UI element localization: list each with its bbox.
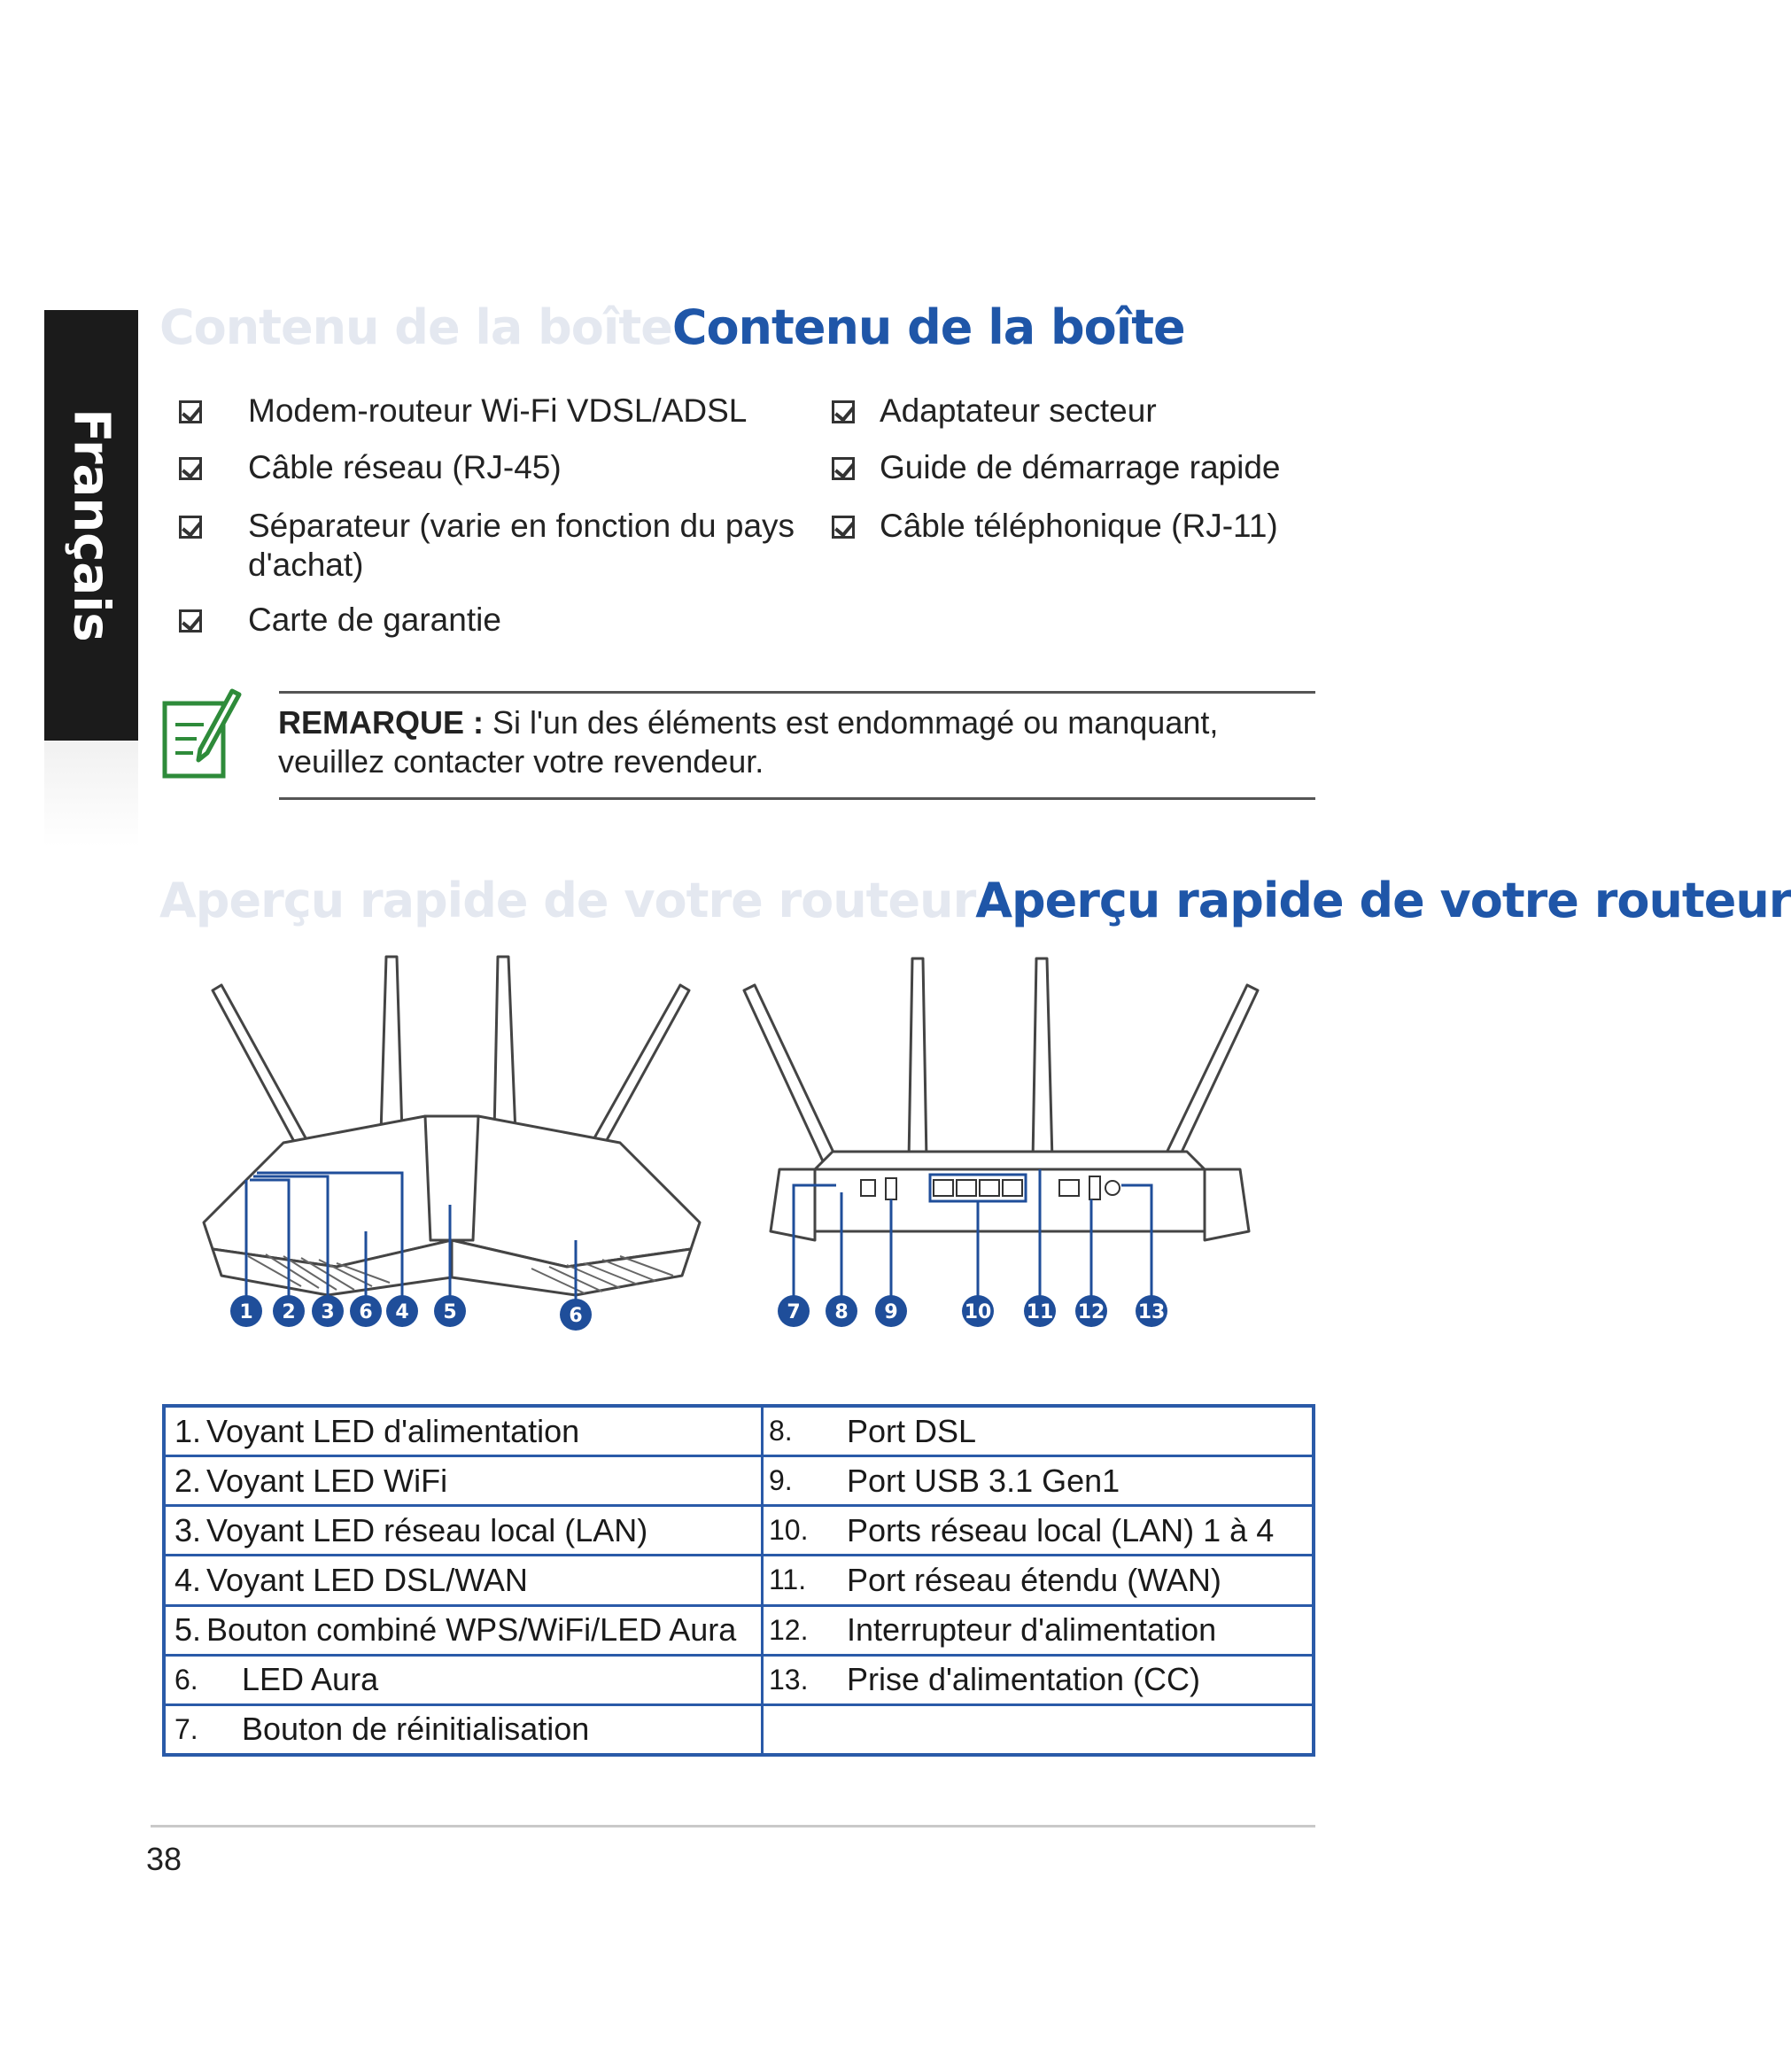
callout-badge	[312, 1295, 344, 1327]
callout-label: 8	[834, 1301, 849, 1323]
left-cell	[164, 1655, 763, 1704]
table-row	[164, 1406, 1314, 1456]
callout-label: 9	[884, 1301, 898, 1323]
callout-label: 6	[569, 1305, 583, 1327]
item-number: 13.	[769, 1663, 809, 1696]
language-tab	[44, 310, 138, 741]
front-callouts	[230, 1295, 592, 1331]
callout-badge	[875, 1295, 907, 1327]
item-label: Bouton combiné WPS/WiFi/LED Aura	[206, 1611, 737, 1649]
item-number: 9.	[769, 1464, 793, 1497]
footer-rule	[151, 1825, 1315, 1828]
item-number: 4.	[174, 1561, 202, 1598]
table-row	[164, 1556, 1314, 1605]
language-tab-shadow	[44, 741, 138, 847]
item-label: Voyant LED d'alimentation	[206, 1412, 580, 1449]
item-number: 6.	[174, 1663, 198, 1696]
callout-label: 1	[239, 1301, 253, 1323]
item-number: 12.	[769, 1613, 809, 1646]
callout-label: 12	[1077, 1301, 1105, 1323]
note-text	[278, 703, 1314, 781]
router-front-illustration	[195, 948, 709, 1346]
checkbox-icon	[832, 400, 855, 423]
list-item: Guide de démarrage rapide	[880, 449, 1281, 485]
router-overview-heading	[159, 873, 1791, 928]
callout-label: 11	[1026, 1301, 1054, 1323]
list-item: Carte de garantie	[248, 601, 501, 638]
callout-badge	[434, 1295, 466, 1327]
note-top-rule	[279, 691, 1315, 694]
callout-badge	[1024, 1295, 1056, 1327]
list-item: Adaptateur secteur	[880, 392, 1157, 429]
callout-label: 4	[395, 1301, 409, 1323]
callout-label: 7	[787, 1301, 801, 1323]
checkbox-icon	[179, 400, 202, 423]
callout-badge	[273, 1295, 305, 1327]
router-overview-ghost-title: Aperçu rapide de votre routeur	[159, 873, 976, 928]
left-cell	[164, 1406, 763, 1456]
router-overview-title: Aperçu rapide de votre routeur	[975, 873, 1791, 928]
callout-label: 2	[282, 1301, 296, 1323]
router-rear-illustration	[744, 948, 1275, 1346]
item-number: 5.	[174, 1611, 202, 1649]
left-cell	[164, 1456, 763, 1506]
item-label: Voyant LED DSL/WAN	[206, 1561, 528, 1598]
left-cell	[164, 1506, 763, 1556]
table-row	[164, 1605, 1314, 1655]
callout-badge	[778, 1295, 810, 1327]
checkbox-icon	[179, 457, 202, 480]
callout-badge	[350, 1295, 382, 1327]
right-cell	[763, 1655, 1314, 1704]
checkbox-icon	[832, 516, 855, 539]
note-bottom-rule	[279, 797, 1315, 800]
right-cell	[763, 1406, 1314, 1456]
page-number: 38	[146, 1841, 182, 1877]
box-contents-heading	[159, 299, 1185, 355]
left-cell	[164, 1704, 763, 1755]
item-label: Bouton de réinitialisation	[242, 1711, 590, 1748]
item-number: 8.	[769, 1415, 793, 1447]
callout-badge	[230, 1295, 262, 1327]
right-cell	[763, 1506, 1314, 1556]
left-cell	[164, 1556, 763, 1605]
item-number: 7.	[174, 1712, 198, 1745]
left-cell	[164, 1605, 763, 1655]
callout-label: 10	[964, 1301, 992, 1323]
item-label: Interrupteur d'alimentation	[847, 1611, 1217, 1649]
right-cell	[763, 1556, 1314, 1605]
callout-label: 5	[443, 1301, 457, 1323]
right-cell	[763, 1704, 1314, 1755]
callout-badge	[560, 1299, 592, 1331]
item-number: 1.	[174, 1412, 202, 1449]
item-label: Prise d'alimentation (CC)	[847, 1661, 1201, 1698]
right-cell	[763, 1605, 1314, 1655]
note-label: REMARQUE :	[278, 704, 484, 741]
item-label: Voyant LED WiFi	[206, 1462, 448, 1499]
rear-antennas	[744, 958, 1258, 1175]
box-contents-ghost-title: Contenu de la boîte	[159, 299, 672, 355]
list-item: Câble réseau (RJ-45)	[248, 449, 562, 485]
item-label: LED Aura	[242, 1661, 379, 1698]
checkbox-icon	[179, 516, 202, 539]
note-pencil-icon	[158, 689, 246, 782]
callout-label: 13	[1137, 1301, 1166, 1323]
list-item: Séparateur (varie en fonction du pays d'achat)	[248, 508, 795, 583]
item-number: 2.	[174, 1462, 202, 1499]
component-legend-body	[164, 1406, 1314, 1755]
callout-badge	[386, 1295, 418, 1327]
callout-label: 3	[321, 1301, 335, 1323]
callout-badge	[962, 1295, 994, 1327]
item-label: Port réseau étendu (WAN)	[847, 1561, 1221, 1598]
component-legend-table	[162, 1404, 1315, 1757]
item-label: Port USB 3.1 Gen1	[847, 1462, 1120, 1499]
callout-badge	[1136, 1295, 1167, 1327]
right-cell	[763, 1456, 1314, 1506]
list-item: Câble téléphonique (RJ-11)	[880, 508, 1278, 544]
item-number: 3.	[174, 1511, 202, 1548]
checkbox-icon	[179, 609, 202, 632]
table-row	[164, 1506, 1314, 1556]
language-tab-label: Français	[62, 408, 120, 642]
box-contents-title: Contenu de la boîte	[671, 299, 1185, 355]
item-label: Ports réseau local (LAN) 1 à 4	[847, 1511, 1275, 1548]
rear-callouts	[778, 1295, 1167, 1327]
item-number: 10.	[769, 1514, 809, 1547]
callout-label: 6	[359, 1301, 373, 1323]
list-item: Modem-routeur Wi-Fi VDSL/ADSL	[248, 392, 748, 429]
callout-badge	[1075, 1295, 1107, 1327]
checkbox-icon	[832, 457, 855, 480]
table-row	[164, 1704, 1314, 1755]
callout-badge	[826, 1295, 857, 1327]
table-row	[164, 1456, 1314, 1506]
item-number: 11.	[769, 1564, 807, 1596]
item-label: Port DSL	[847, 1412, 977, 1449]
table-row	[164, 1655, 1314, 1704]
note-body: Si l'un des éléments est endommagé ou manquant, veuillez contacter votre revendeur.	[278, 704, 1219, 780]
item-label: Voyant LED réseau local (LAN)	[206, 1511, 648, 1548]
